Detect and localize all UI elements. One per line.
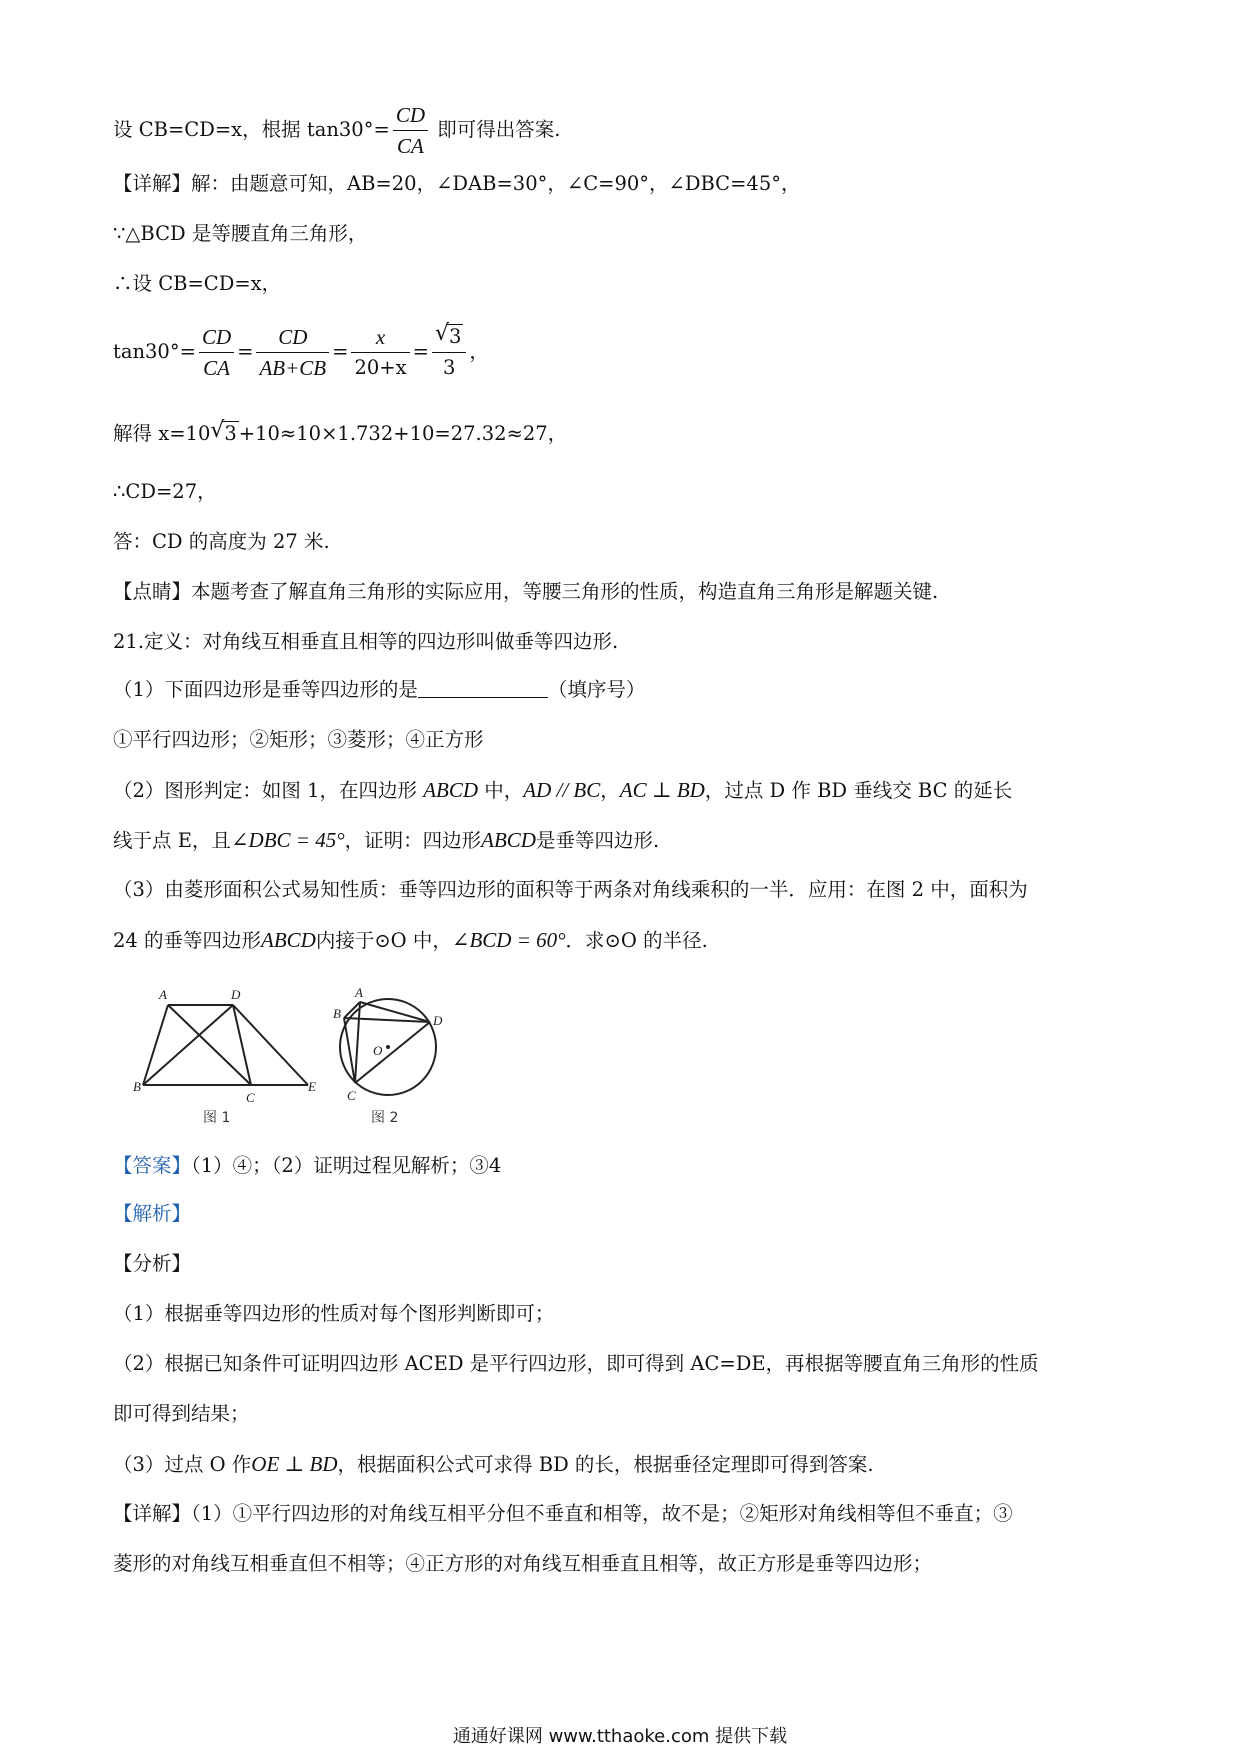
text: 【解析】 <box>113 1202 192 1225</box>
text-line-24 <box>113 1500 1013 1528</box>
math: ∠DBC = 45° <box>230 828 345 852</box>
fraction-numerator: CD <box>393 100 428 131</box>
answer-line <box>113 1152 501 1180</box>
text-line-4 <box>113 270 281 298</box>
text: （3）由菱形面积公式易知性质：垂等四边形的面积等于两条对角线乘积的一半．应用：在图 2 中，面积为 <box>113 878 1028 901</box>
text: ∴CD=27， <box>113 480 217 503</box>
fig2-label-O: O <box>373 1043 383 1058</box>
text: 答：CD 的高度为 27 米. <box>113 530 330 553</box>
text: （3）过点 O 作 <box>113 1453 252 1476</box>
math: ABCD <box>261 928 316 952</box>
fraction-numerator: CD <box>256 322 329 353</box>
fraction <box>351 322 409 383</box>
text: 是垂等四边形. <box>535 829 660 852</box>
fraction <box>432 322 466 383</box>
radicand: 3 <box>224 422 237 445</box>
fig1-label-D: D <box>231 987 241 1002</box>
answer-body: （1）④；（2）证明过程见解析；③4 <box>191 1154 502 1177</box>
fig1-label-E: E <box>308 1079 316 1094</box>
question-21-title <box>113 628 618 656</box>
fig2-center-point <box>386 1045 390 1049</box>
radical-sign-icon: √ <box>210 418 225 443</box>
text: 【详解】（1）①平行四边形的对角线互相平分但不垂直和相等，故不是；②矩形对角线相等但不垂直；③ <box>113 1502 1013 1525</box>
fig1-diagonal-AC <box>168 1005 251 1085</box>
text: ．求⊙O 的半径. <box>565 929 708 952</box>
text-line-8 <box>113 528 330 556</box>
fig1-side-DC <box>233 1005 251 1085</box>
fig2-diagonal-AC <box>355 1002 360 1083</box>
text-line-12 <box>113 726 484 754</box>
text-line-6 <box>113 420 567 448</box>
square-root <box>210 420 238 448</box>
fig2-label-B: B <box>333 1006 341 1021</box>
text-line-22 <box>113 1400 250 1428</box>
fraction-denominator: CA <box>203 356 230 380</box>
fraction-denominator: CA <box>396 134 424 158</box>
radical-sign-icon: √ <box>434 321 450 346</box>
math: ∠BCD = 60° <box>451 928 566 952</box>
text-line-7 <box>113 478 217 506</box>
geometry-figures <box>133 985 493 1135</box>
math: AC ⊥ BD <box>619 778 705 802</box>
text: 解得 x=10 <box>113 422 211 445</box>
analysis-tag <box>113 1200 191 1228</box>
text-line-2 <box>113 170 801 198</box>
fig2-label-C: C <box>347 1088 356 1103</box>
equals-sign: = <box>332 340 349 363</box>
text: 即可得出答案. <box>431 118 561 141</box>
text: ，根据面积公式可求得 BD 的长，根据垂径定理即可得到答案. <box>337 1453 874 1476</box>
figure-1-caption: 图 1 <box>203 1110 231 1126</box>
fraction <box>393 100 428 161</box>
text-line-13 <box>113 776 1012 805</box>
text-line-20 <box>113 1300 554 1328</box>
fig2-label-D: D <box>433 1013 443 1028</box>
text: （1）根据垂等四边形的性质对每个图形判断即可； <box>113 1302 555 1325</box>
text: 设 CB=CD=x，根据 tan30°= <box>113 118 390 141</box>
text-line-25 <box>113 1550 932 1578</box>
fraction-numerator <box>432 322 466 353</box>
fig1-label-B: B <box>133 1079 141 1094</box>
text-line-14 <box>113 826 659 855</box>
text: 21.定义：对角线互相垂直且相等的四边形叫做垂等四边形. <box>113 630 619 653</box>
answer-tag: 【答案】 <box>113 1154 192 1177</box>
fig1-side-DE <box>233 1005 308 1085</box>
equals-sign: = <box>412 340 429 363</box>
text: 24 的垂等四边形 <box>113 929 262 952</box>
math: ABCD <box>481 828 536 852</box>
fraction-denominator: AB+CB <box>259 356 327 380</box>
math: AD // BC <box>523 778 601 802</box>
text: 中， <box>478 779 524 802</box>
radicand: 3 <box>448 325 462 348</box>
text: （2）根据已知条件可证明四边形 ACED 是平行四边形，即可得到 AC=DE，再根据等腰直角三角形的性质 <box>113 1352 1039 1375</box>
math: ABCD <box>423 778 479 802</box>
text-line-1 <box>113 100 560 161</box>
text: 线于点 E，且 <box>113 829 231 852</box>
text-line-11 <box>113 676 645 704</box>
text: ， <box>600 779 620 802</box>
text-line-19 <box>113 1250 191 1278</box>
fraction <box>256 322 329 383</box>
fig1-label-C: C <box>246 1090 255 1105</box>
fig1-label-A: A <box>159 987 167 1002</box>
answer-blank <box>418 677 548 698</box>
text: 【详解】解：由题意可知，AB=20，∠DAB=30°，∠C=90°，∠DBC=45°， <box>113 172 801 195</box>
text: （2）图形判定：如图 1，在四边形 <box>113 779 424 802</box>
text: ∴设 CB=CD=x， <box>113 272 282 295</box>
fraction-numerator: CD <box>199 322 234 353</box>
equation-line <box>113 322 489 383</box>
text: tan30°= <box>113 340 196 363</box>
text-line-16 <box>113 926 708 955</box>
text: 【点睛】本题考查了解直角三角形的实际应用，等腰三角形的性质，构造直角三角形是解题关键. <box>113 580 939 603</box>
text: +10≈10×1.732+10=27.32≈27， <box>238 422 568 445</box>
text-line-9 <box>113 578 938 606</box>
text-line-3 <box>113 220 367 248</box>
fraction-denominator: 3 <box>442 356 456 379</box>
text: ，证明：四边形 <box>344 829 482 852</box>
fig2-side-BC <box>344 1018 355 1083</box>
figure-2-caption: 图 2 <box>371 1110 399 1126</box>
fig2-label-A: A <box>355 985 363 1000</box>
page-footer: 通通好课网 www.tthaoke.com 提供下载 <box>452 1726 788 1747</box>
text-line-23 <box>113 1450 874 1479</box>
figure-1 <box>143 1005 308 1085</box>
text: 即可得到结果； <box>113 1402 250 1425</box>
text-line-15 <box>113 876 1028 904</box>
text: （1）下面四边形是垂等四边形的是 <box>113 678 418 701</box>
equals-sign: = <box>237 340 254 363</box>
text: 内接于⊙O 中， <box>315 929 452 952</box>
fig2-side-CD <box>355 1022 430 1083</box>
text: ①平行四边形；②矩形；③菱形；④正方形 <box>113 728 484 751</box>
fraction-denominator: 20+x <box>354 356 407 379</box>
text: ， <box>469 340 489 363</box>
fraction-numerator: x <box>351 322 409 353</box>
text: ∵△BCD 是等腰直角三角形， <box>113 222 368 245</box>
square-root <box>435 322 463 352</box>
text: ，过点 D 作 BD 垂线交 BC 的延长 <box>704 779 1013 802</box>
math: OE ⊥ BD <box>251 1452 338 1476</box>
text: 【分析】 <box>113 1252 192 1275</box>
text-line-21 <box>113 1350 1039 1378</box>
text: 菱形的对角线互相垂直但不相等；④正方形的对角线互相垂直且相等，故正方形是垂等四边形； <box>113 1552 933 1575</box>
text: （填序号） <box>547 678 646 701</box>
fraction <box>199 322 234 383</box>
